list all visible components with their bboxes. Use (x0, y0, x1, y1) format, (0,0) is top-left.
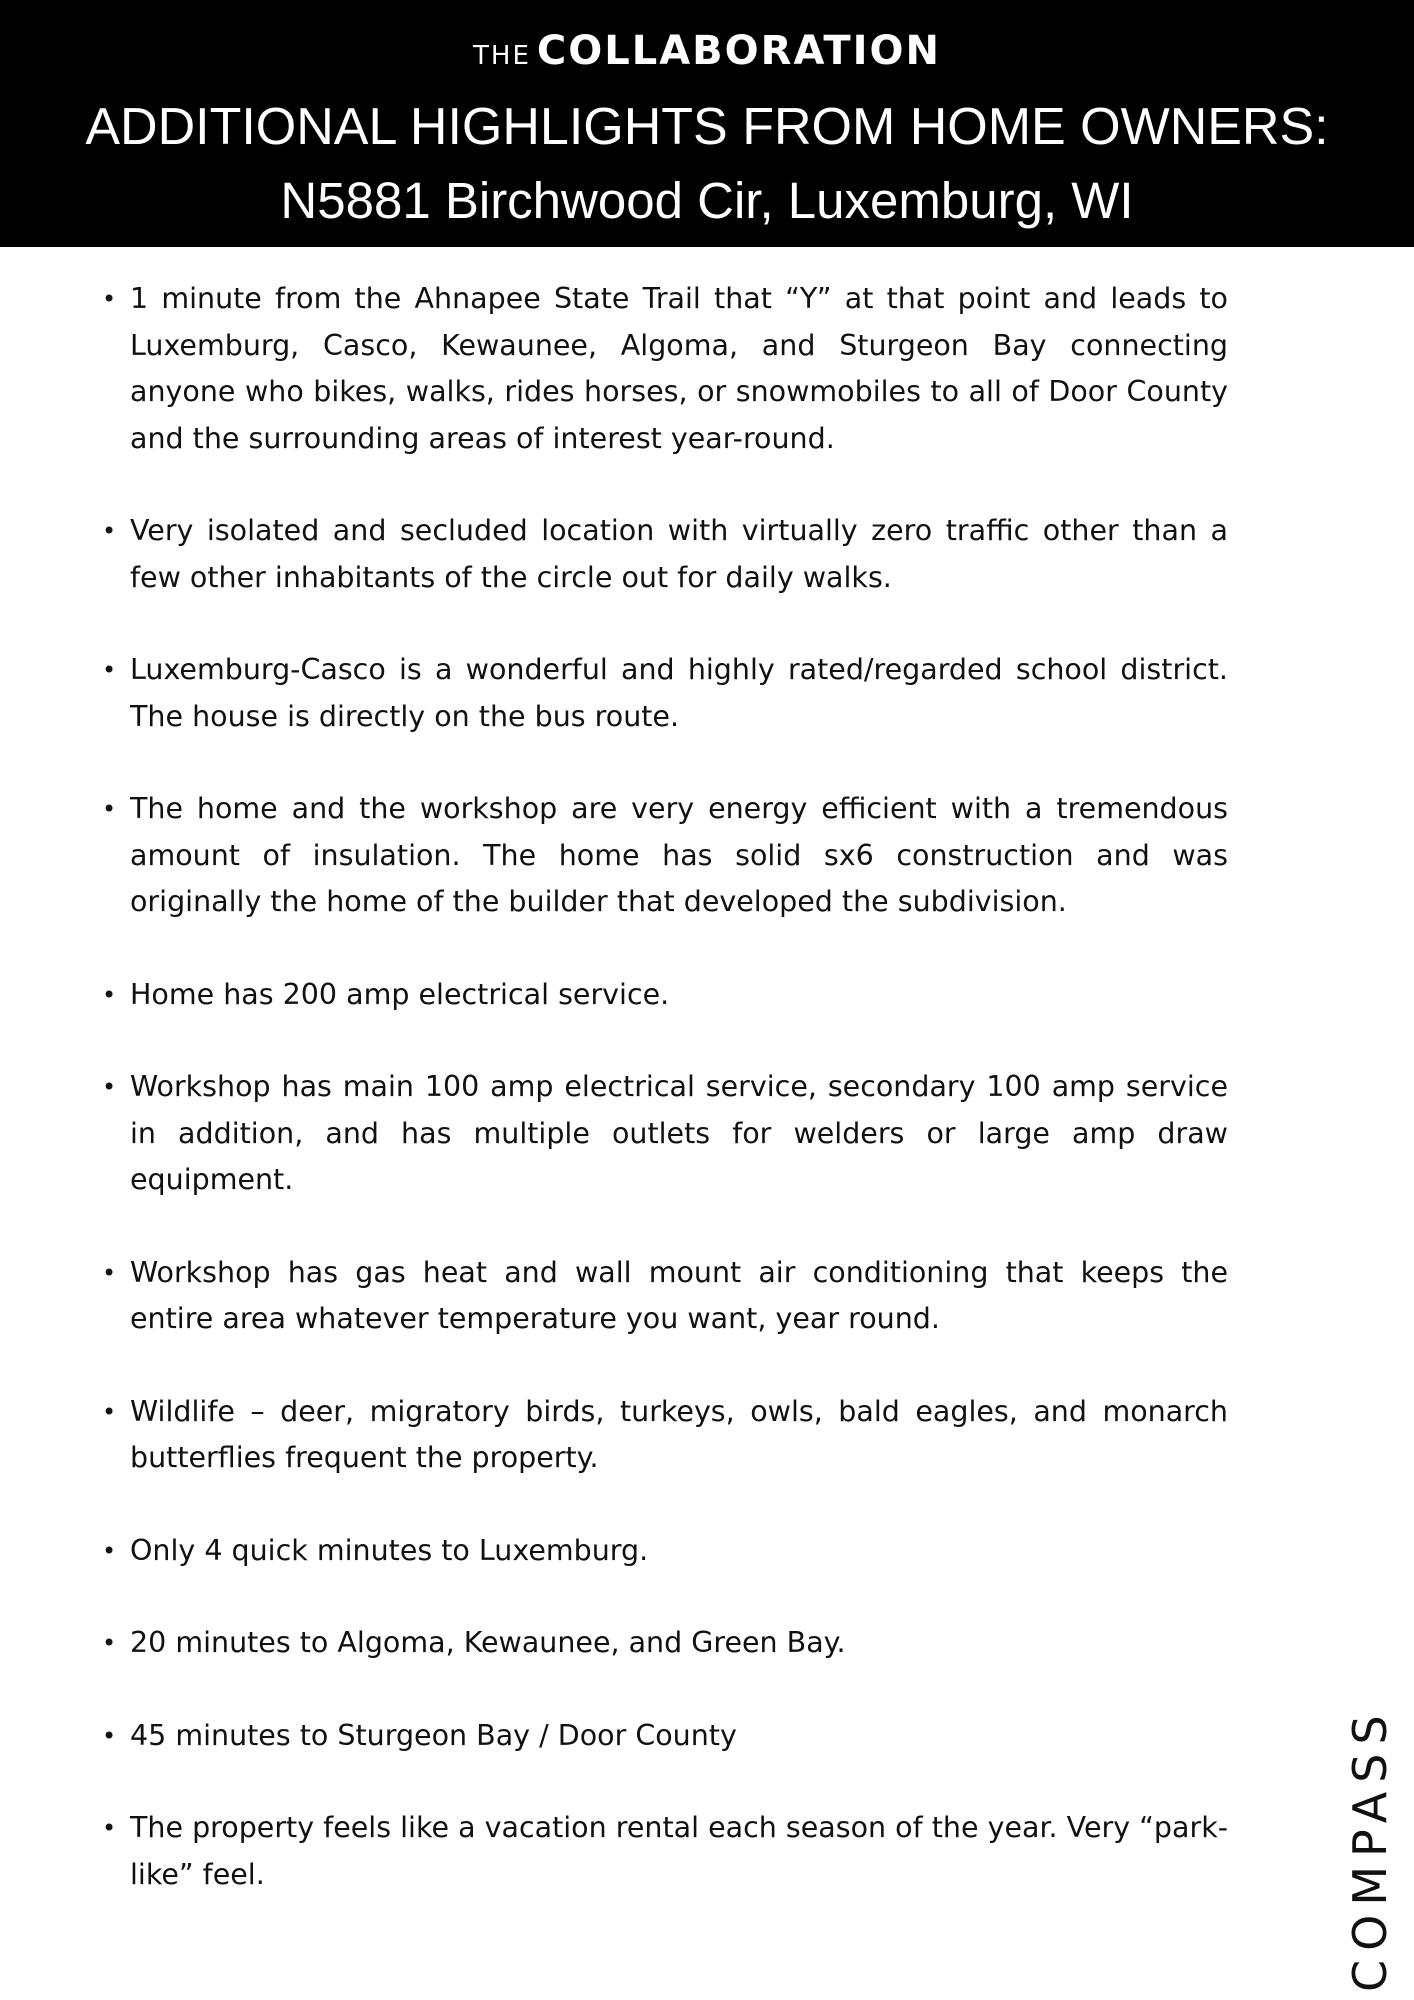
highlights-list (98, 276, 1228, 1944)
list-item (98, 1620, 1228, 1667)
highlight-text: 1 minute from the Ahnapee State Trail that “Y” at that point and leads to Luxemburg, Casco, Kewaunee, Algoma, and Sturgeon Bay connecting anyone who bikes, walks, rides horses, or snowmobiles to all of Door County and the surrounding areas of interest year-round. (130, 282, 1228, 455)
bullet-icon: • (102, 980, 117, 1009)
bullet-icon: • (102, 1397, 117, 1426)
bullet-icon: • (102, 795, 117, 823)
bullet-icon: • (102, 1814, 117, 1842)
list-item (98, 1064, 1228, 1204)
highlight-text: Home has 200 amp electrical service. (130, 977, 670, 1011)
bullet-icon: • (102, 1258, 117, 1287)
bullet-icon: • (102, 1721, 117, 1750)
bullet-icon: • (102, 517, 117, 545)
highlight-text: Very isolated and secluded location with virtually zero traffic other than a few other inhabitants of the circle out for daily walks. (130, 514, 1228, 594)
list-item (98, 1528, 1228, 1575)
list-item (98, 972, 1228, 1019)
list-item (98, 1250, 1228, 1343)
bullet-icon: • (102, 1536, 117, 1565)
property-address: N5881 Birchwood Cir, Luxemburg, WI (280, 172, 1134, 229)
highlight-text: 45 minutes to Sturgeon Bay / Door County (130, 1718, 737, 1752)
highlight-text: Only 4 quick minutes to Luxemburg. (130, 1533, 649, 1567)
highlight-text: The home and the workshop are very energy efficient with a tremendous amount of insulation. The home has solid sx6 construction and was originally the home of the builder that developed the subdivision. (130, 792, 1228, 918)
brand-prefix: THE (473, 41, 531, 71)
list-item (98, 508, 1228, 601)
brand-line (0, 28, 1414, 74)
header-banner (0, 0, 1414, 247)
list-item (98, 1805, 1228, 1898)
list-item (98, 647, 1228, 740)
highlight-text: Luxemburg-Casco is a wonderful and highly rated/regarded school district. The house is directly on the bus route. (130, 653, 1228, 733)
compass-logo: COMPASS (1343, 1706, 1397, 1992)
bullet-icon: • (102, 1629, 117, 1657)
list-item (98, 276, 1228, 462)
highlight-text: The property feels like a vacation rental each season of the year. Very “park-like” feel. (130, 1811, 1228, 1891)
bullet-icon: • (102, 656, 117, 684)
brand-name: COLLABORATION (536, 28, 941, 74)
highlight-text: Workshop has gas heat and wall mount air conditioning that keeps the entire area whatever temperature you want, year round. (130, 1255, 1228, 1335)
bullet-icon: • (102, 285, 117, 313)
highlight-text: 20 minutes to Algoma, Kewaunee, and Green Bay. (130, 1626, 846, 1659)
list-item (98, 1389, 1228, 1482)
list-item (98, 786, 1228, 926)
page-title: ADDITIONAL HIGHLIGHTS FROM HOME OWNERS: (85, 98, 1329, 156)
highlight-text: Wildlife – deer, migratory birds, turkeys, owls, bald eagles, and monarch butterflies frequent the property. (130, 1394, 1228, 1474)
bullet-icon: • (102, 1073, 117, 1101)
highlight-text: Workshop has main 100 amp electrical service, secondary 100 amp service in addition, and has multiple outlets for welders or large amp draw equipment. (130, 1070, 1228, 1196)
list-item (98, 1713, 1228, 1760)
